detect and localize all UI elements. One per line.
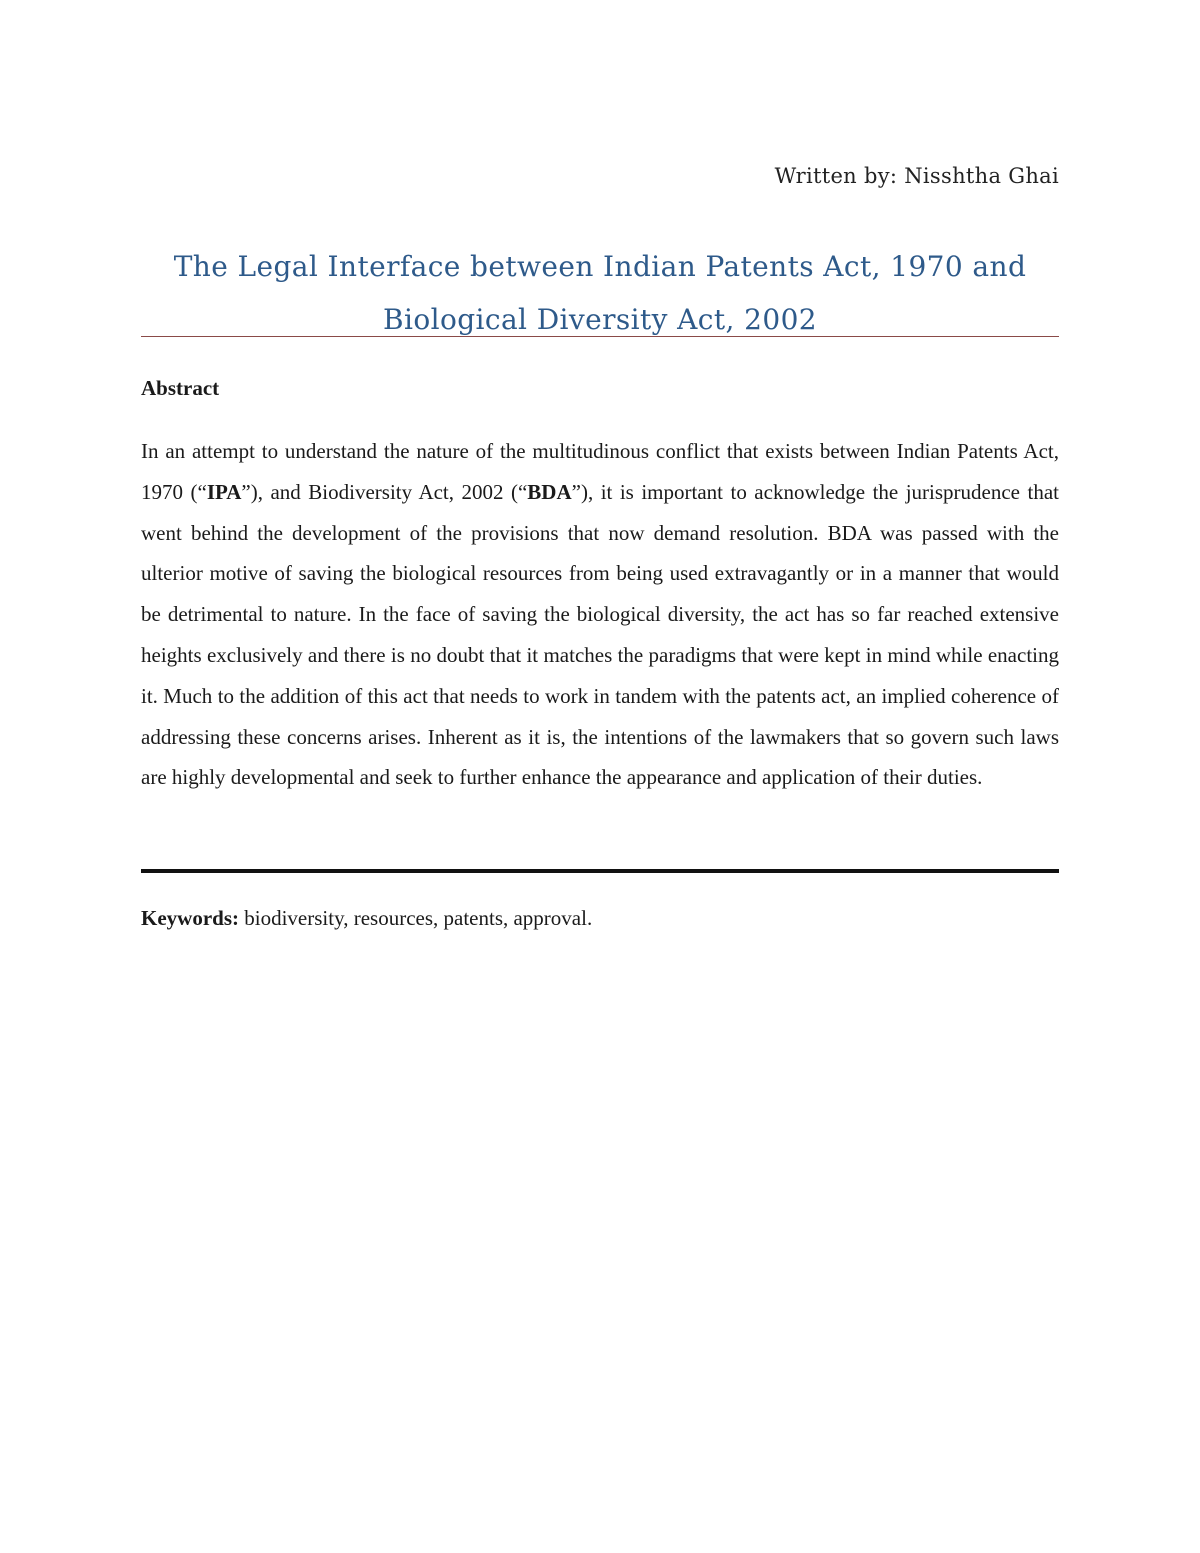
abstract-heading: Abstract — [141, 376, 220, 400]
keywords-label: Keywords: — [141, 906, 239, 930]
abstract-divider — [141, 869, 1059, 873]
abstract-text-part-1: In an attempt to understand the nature of the multitudinous conflict that exists between Indian Patents Act, 1970 (“ — [141, 439, 1059, 504]
abstract-text-part-2: ”), and Biodiversity Act, 2002 (“ — [241, 479, 528, 504]
document-title — [141, 240, 1059, 346]
title-divider — [141, 336, 1059, 337]
abbreviation-bda: BDA — [527, 479, 572, 504]
keywords-text: biodiversity, resources, patents, approval. — [239, 906, 593, 930]
author-line: Written by: Nisshtha Ghai — [774, 164, 1059, 188]
title-line-1: The Legal Interface between Indian Patents Act, 1970 and — [173, 250, 1027, 283]
abstract-paragraph — [141, 431, 1059, 798]
abstract-text-part-3: ”), it is important to acknowledge the jurisprudence that went behind the development of the provisions that now demand resolution. BDA was passed with the ulterior motive of saving the biological resources from being used extravagantly or in a manner that would be detrimental to nature. In the face of saving the biological diversity, the act has so far reached extensive heights exclusively and there is no doubt that it matches the paradigms that were kept in mind while enacting it. Much to the addition of this act that needs to work in tandem with the patents act, an implied coherence of addressing these concerns arises. Inherent as it is, the intentions of the lawmakers that so govern such laws are highly developmental and seek to further enhance the appearance and application of their duties. — [141, 479, 1059, 790]
title-line-2: Biological Diversity Act, 2002 — [383, 303, 817, 336]
abbreviation-ipa: IPA — [206, 479, 242, 504]
keywords-line — [141, 906, 1059, 931]
